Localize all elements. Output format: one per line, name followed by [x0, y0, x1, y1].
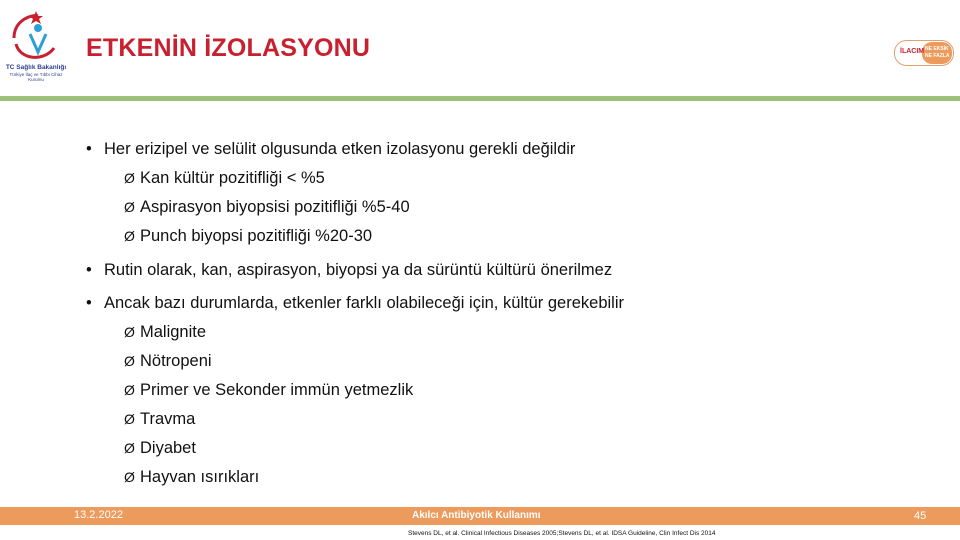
sub-item-text: Primer ve Sekonder immün yetmezlik	[140, 381, 414, 399]
bullet-dot: •	[86, 261, 92, 279]
footer-date: 13.2.2022	[74, 509, 123, 521]
ilacim-badge-line-1: NE EKSİK	[925, 46, 949, 52]
arrow-bullet-icon: Ø	[124, 469, 135, 485]
bullet-3	[86, 294, 624, 313]
footer-title: Akılcı Antibiyotik Kullanımı	[412, 510, 541, 521]
ministry-logo-icon	[4, 8, 68, 64]
sub-item	[124, 227, 372, 246]
bullet-text: Her erizipel ve selülit olgusunda etken izolasyonu gerekli değildir	[104, 140, 576, 158]
sub-item-text: Nötropeni	[140, 352, 212, 370]
bullet-dot: •	[86, 294, 92, 312]
bullet-dot: •	[86, 140, 92, 158]
bullet-1	[86, 140, 575, 159]
arrow-bullet-icon: Ø	[124, 324, 135, 340]
sub-item	[124, 381, 413, 400]
sub-item-text: Malignite	[140, 323, 207, 341]
ilacim-logo	[894, 40, 954, 66]
arrow-bullet-icon: Ø	[124, 170, 135, 186]
header-divider	[0, 96, 960, 101]
arrow-bullet-icon: Ø	[124, 353, 135, 369]
sub-item	[124, 198, 410, 217]
sub-item-text: Aspirasyon biyopsisi pozitifliği %5-40	[140, 198, 410, 216]
sub-item-text: Kan kültür pozitifliği < %5	[140, 169, 325, 187]
arrow-bullet-icon: Ø	[124, 228, 135, 244]
ministry-logo	[4, 8, 68, 84]
sub-item	[124, 169, 325, 188]
bullet-text: Ancak bazı durumlarda, etkenler farklı olabileceği için, kültür gerekebilir	[104, 294, 624, 312]
reference-2: Stevens DL, et al. IDSA Guideline, Clin Infect Dis 2014	[558, 530, 716, 537]
arrow-bullet-icon: Ø	[124, 199, 135, 215]
sub-item-text: Punch biyopsi pozitifliği %20-30	[140, 227, 373, 245]
ilacim-badge-line-2: NE FAZLA	[925, 53, 950, 59]
arrow-bullet-icon: Ø	[124, 382, 135, 398]
footer-references	[408, 530, 715, 537]
sub-item	[124, 439, 196, 458]
ilacim-text: İLACIM	[900, 48, 925, 55]
page-number: 45	[914, 510, 927, 522]
bullet-2	[86, 261, 612, 280]
ministry-subtitle: Türkiye İlaç ve Tıbbi Cihaz Kurumu	[9, 72, 63, 82]
sub-item	[124, 410, 195, 429]
sub-item	[124, 352, 212, 371]
sub-item-text: Hayvan ısırıkları	[140, 468, 260, 486]
page-title: ETKENİN İZOLASYONU	[86, 34, 371, 62]
ministry-name: TC Sağlık Bakanlığı	[5, 64, 67, 71]
arrow-bullet-icon: Ø	[124, 440, 135, 456]
sub-item-text: Travma	[140, 410, 196, 428]
arrow-bullet-icon: Ø	[124, 411, 135, 427]
sub-item	[124, 468, 259, 487]
reference-1: Stevens DL, et al. Clinical Infectious Diseases 2005;	[408, 530, 559, 537]
sub-item-text: Diyabet	[140, 439, 196, 457]
bullet-text: Rutin olarak, kan, aspirasyon, biyopsi ya da sürüntü kültürü önerilmez	[104, 261, 613, 279]
sub-item	[124, 323, 206, 342]
